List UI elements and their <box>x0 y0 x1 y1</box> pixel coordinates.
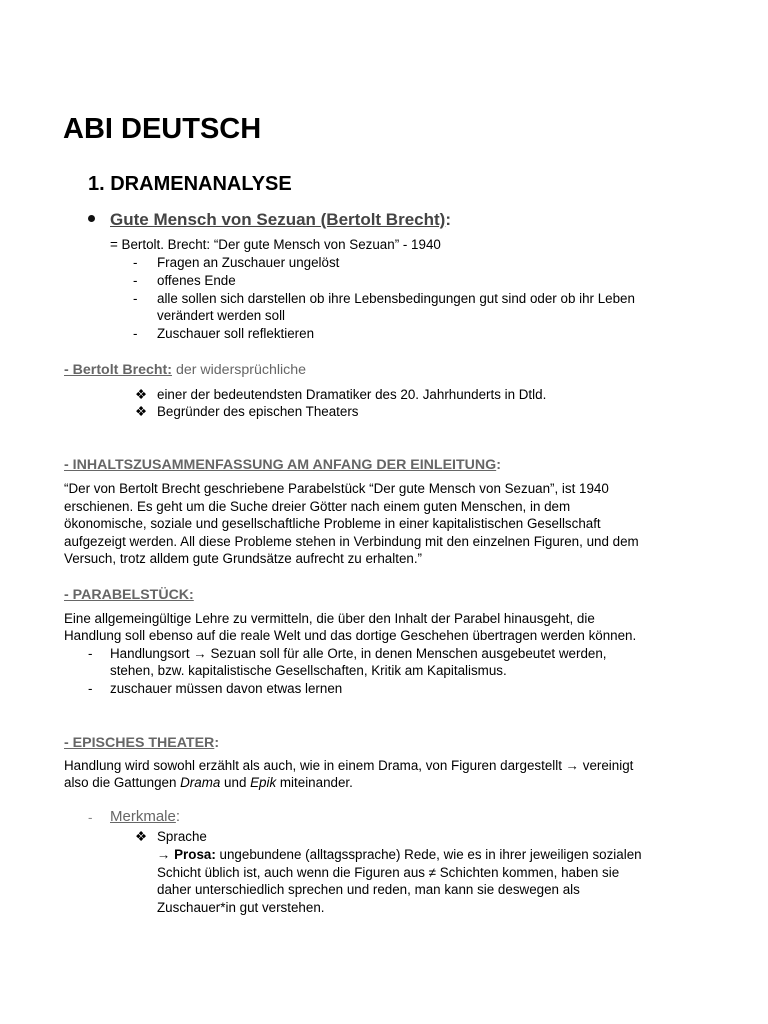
dash-marker: - <box>133 326 138 341</box>
prosa-label: Prosa: <box>174 847 216 862</box>
parabel-heading-text: - PARABELSTÜCK: <box>64 587 194 603</box>
sezuan-heading <box>110 209 451 230</box>
episch-heading-colon: : <box>214 735 220 751</box>
prosa-line <box>157 846 642 864</box>
sezuan-heading-colon: : <box>445 210 451 229</box>
brecht-item: Begründer des epischen Theaters <box>157 404 359 419</box>
dash-marker: - <box>88 646 93 661</box>
sprache-label: Sprache <box>157 829 207 844</box>
parabel-line: Eine allgemeingültige Lehre zu vermitteln, die über den Inhalt der Parabel hinausgeht, die <box>64 611 595 626</box>
sezuan-item-continuation: verändert werden soll <box>157 308 286 323</box>
sezuan-item: Zuschauer soll reflektieren <box>157 326 315 341</box>
episch-heading-text: - EPISCHES THEATER <box>64 735 215 751</box>
dash-marker: - <box>133 273 138 288</box>
prosa-text: ungebundene (alltagssprache) Rede, wie es in ihrer jeweiligen sozialen <box>215 847 642 862</box>
merkmale-heading <box>110 807 180 826</box>
inhalt-line: erschienen. Es geht um die Suche dreier Götter nach einem guten Menschen, in dem <box>64 499 571 514</box>
episch-line-text: miteinander. <box>276 775 353 790</box>
episch-term-drama: Drama <box>180 775 221 790</box>
sezuan-item: alle sollen sich darstellen ob ihre Lebensbedingungen gut sind oder ob ihr Leben <box>157 291 635 306</box>
section-heading-dramenanalyse: 1. DRAMENANALYSE <box>88 173 292 195</box>
inhalt-line: ökonomische, soziale und gesellschaftliche Probleme in einer kapitalistischen Gesellschaft <box>64 516 601 531</box>
sezuan-item: offenes Ende <box>157 273 236 288</box>
parabel-line: Handlung soll ebenso auf die reale Welt und das dortige Geschehen übertragen werden können. <box>64 628 637 643</box>
document-title: ABI DEUTSCH <box>63 113 262 145</box>
bullet-dot-icon <box>88 215 95 222</box>
dash-marker: - <box>133 291 138 306</box>
episch-heading <box>64 734 219 752</box>
diamond-bullet-icon: ❖ <box>135 829 148 844</box>
brecht-heading-text: - Bertolt Brecht: <box>64 362 172 378</box>
inhalt-line: “Der von Bertolt Brecht geschriebene Parabelstück “Der gute Mensch von Sezuan”, ist 1940 <box>64 481 609 496</box>
dash-marker: - <box>133 255 138 270</box>
episch-line-text: also die Gattungen <box>64 775 181 790</box>
sezuan-item: Fragen an Zuschauer ungelöst <box>157 255 340 270</box>
episch-line <box>64 774 353 792</box>
prosa-line: daher unterschiedlich sprechen und reden, man kann sie deswegen als <box>157 882 580 897</box>
dash-marker: - <box>88 810 93 825</box>
diamond-bullet-icon: ❖ <box>135 404 148 419</box>
parabel-item-line: stehen, bzw. kapitalistische Gesellschaften, Kritik am Kapitalismus. <box>110 663 507 678</box>
brecht-item: einer der bedeutendsten Dramatiker des 20. Jahrhunderts in Dtld. <box>157 387 547 402</box>
inhalt-heading-text: - INHALTSZUSAMMENFASSUNG AM ANFANG DER EINLEITUNG <box>64 457 497 473</box>
inhalt-heading <box>64 456 501 474</box>
episch-line: Handlung wird sowohl erzählt als auch, wie in einem Drama, von Figuren dargestellt → vereinigt <box>64 758 634 773</box>
parabel-item: zuschauer müssen davon etwas lernen <box>110 681 343 696</box>
dash-marker: - <box>88 681 93 696</box>
sezuan-intro: = Bertolt. Brecht: “Der gute Mensch von Sezuan” - 1940 <box>110 237 441 252</box>
merkmale-colon: : <box>175 808 181 825</box>
inhalt-heading-colon: : <box>496 457 501 473</box>
arrow-icon: → <box>157 847 175 862</box>
brecht-heading <box>64 361 306 379</box>
inhalt-line: Versuch, trotz alldem gute Grundsätze aufrecht zu erhalten.” <box>64 551 423 566</box>
prosa-line: Zuschauer*in gut verstehen. <box>157 900 325 915</box>
parabel-heading <box>64 586 194 604</box>
parabel-item-line: Handlungsort → Sezuan soll für alle Orte, in denen Menschen ausgebeutet werden, <box>110 646 607 661</box>
inhalt-line: aufgezeigt werden. All diese Probleme stehen in Verbindung mit den einzelnen Figuren, und dem <box>64 534 639 549</box>
brecht-heading-rest: der widersprüchliche <box>172 362 307 378</box>
merkmale-text: Merkmale <box>110 808 176 825</box>
diamond-bullet-icon: ❖ <box>135 387 148 402</box>
episch-term-epik: Epik <box>250 775 277 790</box>
sezuan-heading-text: Gute Mensch von Sezuan (Bertolt Brecht) <box>110 210 446 229</box>
episch-line-text: und <box>220 775 251 790</box>
prosa-line: Schicht üblich ist, auch wenn die Figuren aus ≠ Schichten kommen, haben sie <box>157 865 620 880</box>
